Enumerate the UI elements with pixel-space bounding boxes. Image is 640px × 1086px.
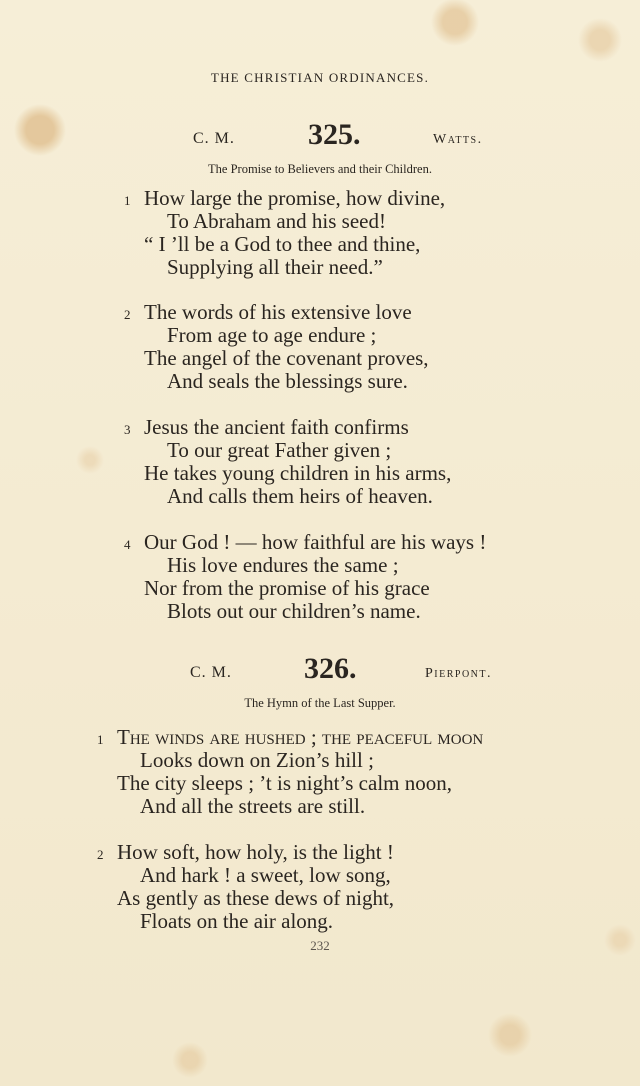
hymn-meter: C. M. [190, 664, 232, 681]
verse-line: He takes young children in his arms, [144, 461, 452, 485]
hymn-326-header [0, 652, 640, 692]
running-head: THE CHRISTIAN ORDINANCES. [210, 70, 430, 85]
verse-line: To our great Father given ; [167, 438, 392, 462]
verse-number: 2 [97, 847, 104, 862]
verse-line: Nor from the promise of his grace [144, 576, 430, 600]
page-number: 232 [310, 938, 330, 953]
hymn-subtitle: The Hymn of the Last Supper. [244, 696, 396, 710]
hymn-subtitle: The Promise to Believers and their Children. [208, 162, 432, 176]
hymn-number: 326. [304, 652, 357, 685]
verse-line: How soft, how holy, is the light ! [117, 840, 394, 864]
verse-line: As gently as these dews of night, [117, 886, 395, 910]
verse-number: 4 [124, 537, 131, 552]
verse-line: And all the streets are still. [140, 794, 366, 818]
verse-line: How large the promise, how divine, [144, 186, 446, 210]
verse-line: The city sleeps ; ’t is night’s calm noon, [117, 771, 452, 795]
verse-line: Our God ! — how faithful are his ways ! [144, 530, 487, 554]
verse-line: Supplying all their need.” [167, 255, 383, 279]
verse-line: The angel of the covenant proves, [144, 346, 429, 370]
verse-line: Jesus the ancient faith confirms [144, 415, 409, 439]
hymn-number: 325. [308, 118, 361, 151]
verse-number: 1 [124, 193, 131, 208]
hymn-325-header [0, 118, 640, 158]
verse-line: And seals the blessings sure. [167, 369, 408, 393]
hymn-meter: C. M. [193, 130, 235, 147]
verse-line: Looks down on Zion’s hill ; [140, 748, 374, 772]
verse-line: And calls them heirs of heaven. [167, 484, 433, 508]
verse-line: Floats on the air along. [140, 909, 334, 933]
verse-line: Blots out our children’s name. [167, 599, 421, 623]
verse-number: 3 [124, 422, 131, 437]
verse-number: 1 [97, 732, 104, 747]
verse-line: From age to age endure ; [167, 323, 377, 347]
verse-line: “ I ’ll be a God to thee and thine, [144, 232, 421, 256]
verse-number: 2 [124, 307, 131, 322]
verse-line: To Abraham and his seed! [167, 209, 386, 233]
verse-line: His love endures the same ; [167, 553, 399, 577]
verse-line: The winds are hushed ; the peaceful moon [117, 725, 484, 749]
hymn-author: Watts. [433, 132, 483, 147]
hymn-author: Pierpont. [425, 666, 493, 681]
verse-line: And hark ! a sweet, low song, [140, 863, 391, 887]
verse-line: The words of his extensive love [144, 300, 412, 324]
